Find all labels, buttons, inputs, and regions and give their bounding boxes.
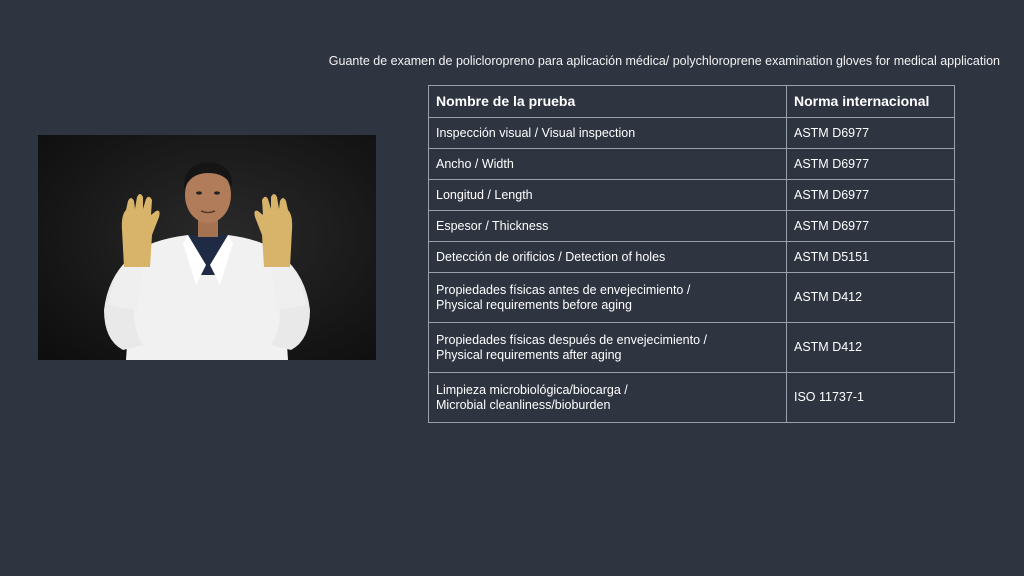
standard-cell: ASTM D5151 [787,242,955,273]
table-header-row [429,86,955,118]
test-name-line-1: Propiedades físicas después de envejecimiento / [436,333,707,348]
product-photo [38,135,376,360]
standard-cell: ISO 11737-1 [787,373,955,423]
test-name-line-2: Physical requirements before aging [436,297,632,312]
table-row [429,242,955,273]
test-standards-table [428,85,955,423]
test-name-line-2: Microbial cleanliness/bioburden [436,397,611,412]
test-name-line-2: Physical requirements after aging [436,347,622,362]
table-row [429,373,955,423]
column-header-test-name: Nombre de la prueba [429,86,787,118]
test-name-cell [429,273,787,323]
test-name-cell: Longitud / Length [429,180,787,211]
column-header-standard: Norma internacional [787,86,955,118]
page-subtitle: Guante de examen de policloropreno para aplicación médica/ polychloroprene examination gloves for medical application [328,54,1000,68]
standard-cell: ASTM D6977 [787,211,955,242]
table-row [429,323,955,373]
table-row [429,180,955,211]
standard-cell: ASTM D6977 [787,180,955,211]
test-name-cell [429,323,787,373]
table-row [429,149,955,180]
table-row [429,211,955,242]
test-name-line-1: Limpieza microbiológica/biocarga / [436,383,628,398]
test-name-cell: Inspección visual / Visual inspection [429,118,787,149]
standard-cell: ASTM D412 [787,273,955,323]
test-name-cell: Ancho / Width [429,149,787,180]
table-row [429,273,955,323]
test-name-cell [429,373,787,423]
test-name-cell: Espesor / Thickness [429,211,787,242]
test-name-cell: Detección de orificios / Detection of holes [429,242,787,273]
standard-cell: ASTM D412 [787,323,955,373]
man-wearing-gloves-image [38,135,376,360]
test-name-line-1: Propiedades físicas antes de envejecimiento / [436,283,691,298]
standard-cell: ASTM D6977 [787,149,955,180]
standard-cell: ASTM D6977 [787,118,955,149]
table-row [429,118,955,149]
